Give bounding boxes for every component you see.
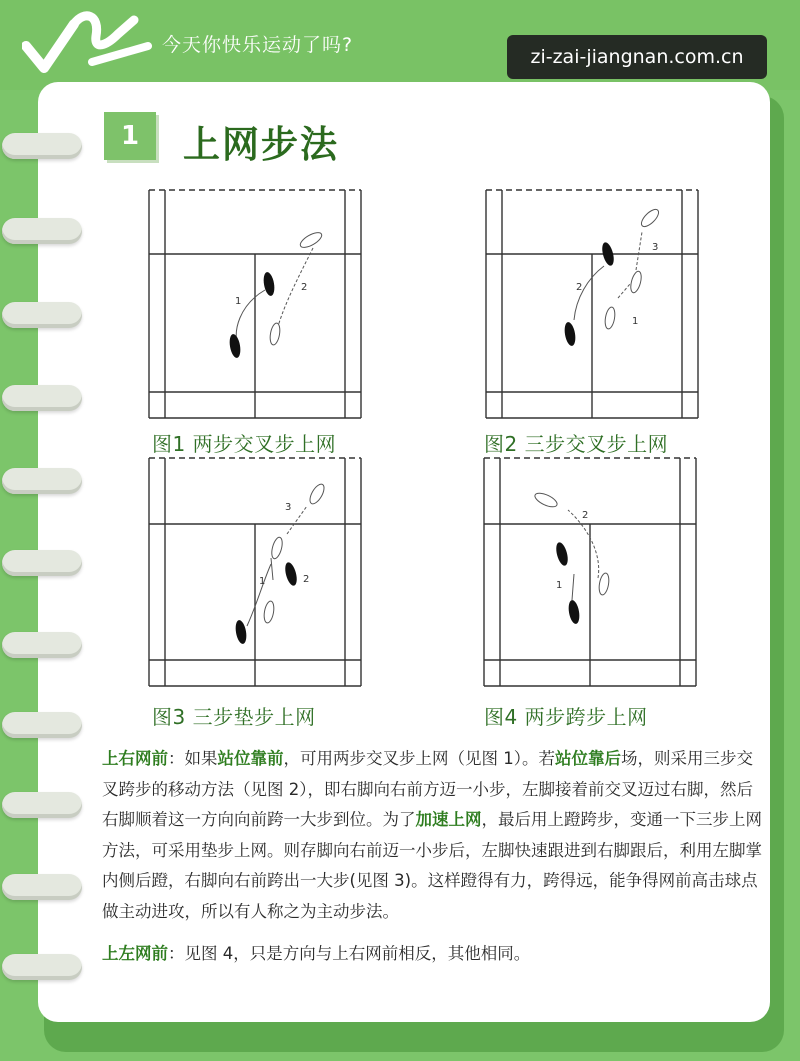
figure-caption: 图1 两步交叉步上网 <box>152 432 337 456</box>
figure-caption: 图4 两步跨步上网 <box>484 705 648 729</box>
figure-4 <box>482 454 698 690</box>
para-text: 场，则采用三步交叉跨步的移动方法（见图 2），即右脚向右前方迈一小步，左脚接着前交叉迈过右脚，然后右脚顺着这一方向向前跨一大步到位。为了 <box>102 749 753 829</box>
para-highlight: 加速上网 <box>415 810 482 829</box>
section-title: 上网步法 <box>183 123 339 166</box>
header-slogan: 今天你快乐运动了吗? <box>162 34 354 56</box>
para-lead: 上左网前 <box>102 944 168 963</box>
watermark: zi-zai-jiangnan.com.cn <box>507 35 767 79</box>
step-label: 3 <box>285 502 292 513</box>
step-label: 3 <box>652 242 659 253</box>
para-text: ，最后用上蹬跨步，变通一下三步上网方法，可采用垫步上网。则存脚向右前迈一小步后，左脚快速跟进到右脚跟后，利用左脚掌内侧后蹬，右脚向右前跨出一大步(见图 3)。这样蹬得有力，跨得远，能争得网前高击球点做主动进攻，所以有人称之为主动步法。 <box>102 810 762 921</box>
binder-ring <box>2 954 82 980</box>
binder-ring <box>2 385 82 411</box>
body-text <box>102 744 764 970</box>
para-lead: 上右网前 <box>102 749 168 768</box>
para-highlight: 站位靠前 <box>217 749 284 768</box>
figure-1 <box>147 186 363 422</box>
step-label: 1 <box>556 580 563 591</box>
step-label: 2 <box>582 510 589 521</box>
court-diagram <box>484 186 700 422</box>
binder-ring <box>2 302 82 328</box>
court-diagram <box>147 186 363 422</box>
para-text: ，可用两步交叉步上网（见图 1）。若 <box>283 749 555 768</box>
paragraph-right-net <box>102 744 764 927</box>
step-label: 1 <box>632 316 639 327</box>
step-label: 2 <box>301 282 308 293</box>
step-label: 2 <box>303 574 310 585</box>
binder-ring <box>2 550 82 576</box>
binder-ring <box>2 712 82 738</box>
para-highlight: 站位靠后 <box>555 749 621 768</box>
court-diagram <box>147 454 363 690</box>
figure-caption: 图3 三步垫步上网 <box>152 705 316 729</box>
para-text: ：如果 <box>168 749 218 768</box>
binder-ring <box>2 218 82 244</box>
step-label: 1 <box>259 576 266 587</box>
figure-caption: 图2 三步交叉步上网 <box>484 432 669 456</box>
binder-ring <box>2 874 82 900</box>
binder-ring <box>2 468 82 494</box>
section-number: 1 <box>104 112 156 160</box>
binder-ring <box>2 632 82 658</box>
para-text: ：见图 4，只是方向与上右网前相反，其他相同。 <box>168 944 531 963</box>
figure-3 <box>147 454 363 690</box>
court-diagram <box>482 454 698 690</box>
logo-icon <box>22 6 152 76</box>
paragraph-left-net <box>102 939 764 970</box>
figure-2 <box>484 186 700 422</box>
step-label: 2 <box>576 282 583 293</box>
binder-ring <box>2 792 82 818</box>
step-label: 1 <box>235 296 242 307</box>
binder-ring <box>2 133 82 159</box>
